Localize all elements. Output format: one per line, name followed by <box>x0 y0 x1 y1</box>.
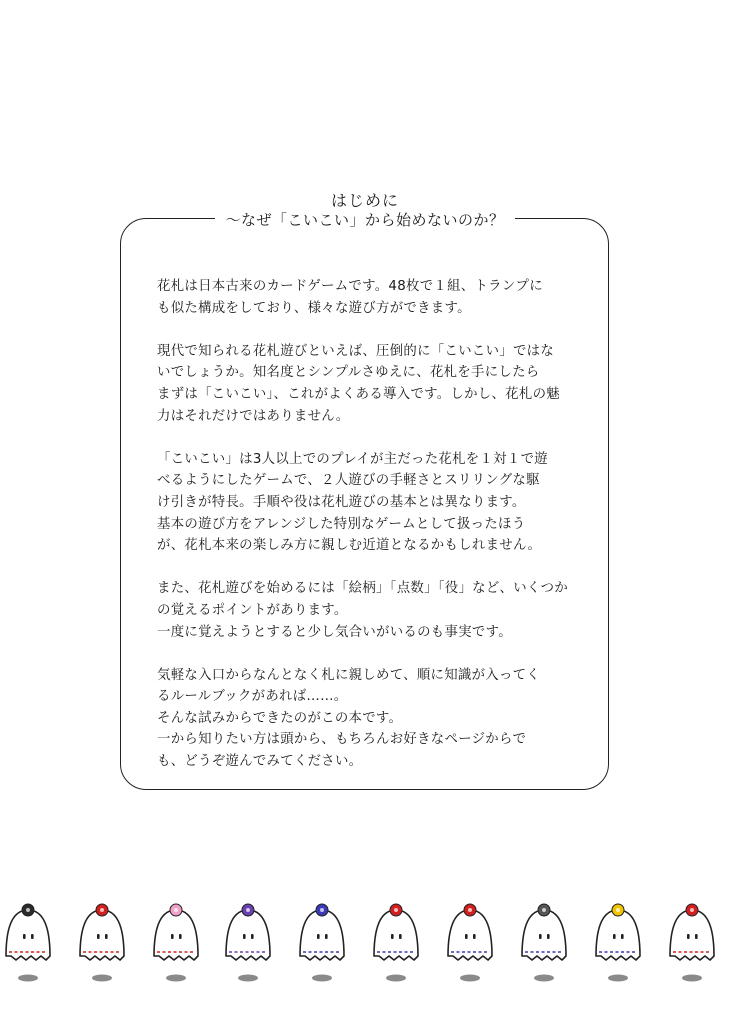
plum-ghost-icon <box>68 890 132 986</box>
clover-ghost-icon <box>436 890 500 986</box>
pampas-ghost-icon <box>510 890 574 986</box>
peony-ghost-icon <box>362 890 426 986</box>
mascot-row <box>0 890 730 990</box>
paragraph-3: 「こいこい」は3人以上でのプレイが主だった花札を１対１で遊 べるようにしたゲームで、２人遊びの手軽さとスリリングな駆 け引きが特長。手順や役は花札遊びの基本とは異なります。 基本の遊び方をアレンジした特別なゲームとして扱ったほう が、花札本来の楽しみ方に親しむ近道となるかもしれません。 <box>157 451 548 554</box>
iris-ghost-icon <box>288 890 352 986</box>
wisteria-ghost-icon <box>214 890 278 986</box>
paragraph-1: 花札は日本古来のカードゲームです。48枚で１組、トランプに も似た構成をしており、様々な遊び方ができます。 <box>157 279 543 316</box>
page-title: はじめに <box>330 191 399 210</box>
pine-ghost-icon <box>0 890 58 986</box>
chrysanthemum-ghost-icon <box>584 890 648 986</box>
paragraph-4: また、花札遊びを始めるには「絵柄」「点数」「役」など、いくつか の覚えるポイントがあります。 一度に覚えようとすると少し気合いがいるのも事実です。 <box>157 581 569 640</box>
page-subtitle <box>0 209 730 230</box>
paragraph-2: 現代で知られる花札遊びといえば、圧倒的に「こいこい」ではな いでしょうか。知名度とシンプルさゆえに、花札を手にしたら まずは「こいこい」、これがよくある導入です。しかし、花札の魅 力はそれだけではありません。 <box>157 343 560 424</box>
paragraph-5: 気軽な入口からなんとなく札に親しめて、順に知識が入ってく るルールブックがあれば……。 そんな試みからできたのがこの本です。 一から知りたい方は頭から、もちろんお好きなページからで も、どうぞ遊んでみてください。 <box>157 667 541 770</box>
cherry-ghost-icon <box>142 890 206 986</box>
subtitle-text: 〜なぜ「こいこい」から始めないのか？ <box>215 211 514 229</box>
maple-ghost-icon <box>658 890 722 986</box>
intro-body <box>157 276 587 773</box>
